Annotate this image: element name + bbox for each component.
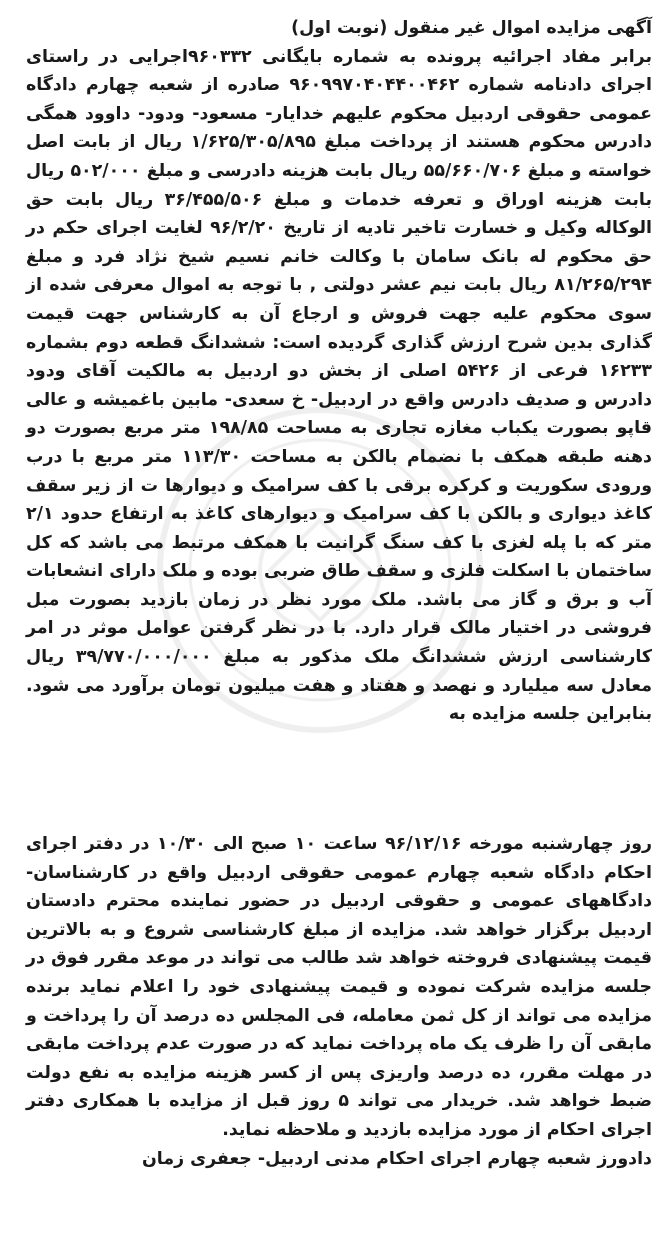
notice-title: آگهی مزایده اموال غیر منقول (نوبت اول) — [291, 18, 652, 38]
notice-lower-column — [26, 830, 652, 1173]
notice-upper-column — [26, 14, 652, 729]
notice-body-lower: روز چهارشنبه مورخه ۹۶/۱۲/۱۶ ساعت ۱۰ صبح الی ۱۰/۳۰ در دفتر اجرای احکام دادگاه شعبه چهارم عمومی حقوقی اردبیل واقع در کارشناسان- دادگاههای عمومی و حقوقی اردبیل در حضور نماینده محترم دادستان اردبیل برگزار خواهد شد. مزایده از مبلغ کارشناسی شروع و به بالاترین قیمت پیشنهادی فروخته خواهد شد طالب می تواند در موعد مقرر فوق در جلسه مزایده شرکت نموده و قیمت پیشنهادی خود را اعلام نماید برنده مزایده می تواند از کل ثمن معامله، فی المجلس ده درصد آن را پرداخت و مابقی آن را ظرف یک ماه پرداخت نماید که در صورت عدم پرداخت مابقی در مهلت مقرر، ده درصد واریزی پس از کسر هزینه مزایده به نفع دولت ضبط خواهد شد. خریدار می تواند ۵ روز قبل از مزایده با همکاری دفتر اجرای احکام از مورد مزایده بازدید و ملاحظه نماید. — [26, 834, 653, 1140]
notice-body-upper: برابر مفاد اجرائیه پرونده به شماره بایگانی ۹۶۰۳۳۲اجرایی در راستای اجرای دادنامه شماره ۹۶۰۹۹۷۰۴۰۴۴۰۰۴۶۲ صادره از شعبه چهارم دادگاه عمومی حقوقی اردبیل محکوم علیهم خدایار- مسعود- ودود- داوود همگی دادرس محکوم هستند از پرداخت مبلغ ۱/۶۲۵/۳۰۵/۸۹۵ ریال از بابت اصل خواسته و مبلغ ۵۵/۶۶۰/۷۰۶ ریال بابت هزینه دادرسی و مبلغ ۵۰۲/۰۰۰ ریال بابت هزینه اوراق و تعرفه خدمات و مبلغ ۳۶/۴۵۵/۵۰۶ ریال بابت حق الوکاله وکیل و خسارت تاخیر تادیه از تاریخ ۹۶/۲/۲۰ لغایت اجرای حکم در حق محکوم له بانک سامان با وکالت خانم نسیم شیخ نژاد فرد و مبلغ ۸۱/۲۶۵/۲۹۴ ریال بابت نیم عشر دولتی , با توجه به اموال معرفی شده از سوی محکوم علیه جهت فروش و ارجاع آن به کارشناس جهت قیمت گذاری بدین شرح ارزش گذاری گردیده است: ششدانگ قطعه دوم بشماره ۱۶۲۳۳ فرعی از ۵۴۲۶ اصلی از بخش دو اردبیل به مالکیت آقای ودود دادرس و صدیف دادرس واقع در اردبیل- خ سعدی- مابین باغمیشه و عالی قاپو بصورت یکباب مغازه تجاری به مساحت ۱۹۸/۸۵ متر مربع بصورت دو دهنه طبقه همکف با نضمام بالکن به مساحت ۱۱۳/۳۰ متر مربع با درب ورودی سکوریت و کرکره برقی با کف سرامیک و دیوارها ت از زیر سقف کاغذ دیواری و بالکن با کف سرامیک و دیوارهای کاغذ به ارتفاع حدود ۲/۱ متر که با پله لغزی با کف سنگ گرانیت با همکف مرتبط می باشد که کل ساختمان با اسکلت فلزی و سقف طاق ضربی بوده و ملک دارای انشعابات آب و برق و گاز می باشد. ملک مورد نظر در زمان بازدید بصورت مبل فروشی در اختیار مالک قرار دارد. با در نظر گرفتن عوامل موثر در امر کارشناسی ارزش ششدانگ ملک مذکور به مبلغ ۳۹/۷۷۰/۰۰۰/۰۰۰ ریال معادل سه میلیارد و نهصد و هفتاد و هفت میلیون تومان برآورد می شود. بنابراین جلسه مزایده به — [26, 46, 653, 725]
notice-signature: دادورز شعبه چهارم اجرای احکام مدنی اردبیل- جعفری زمان — [141, 1148, 652, 1169]
